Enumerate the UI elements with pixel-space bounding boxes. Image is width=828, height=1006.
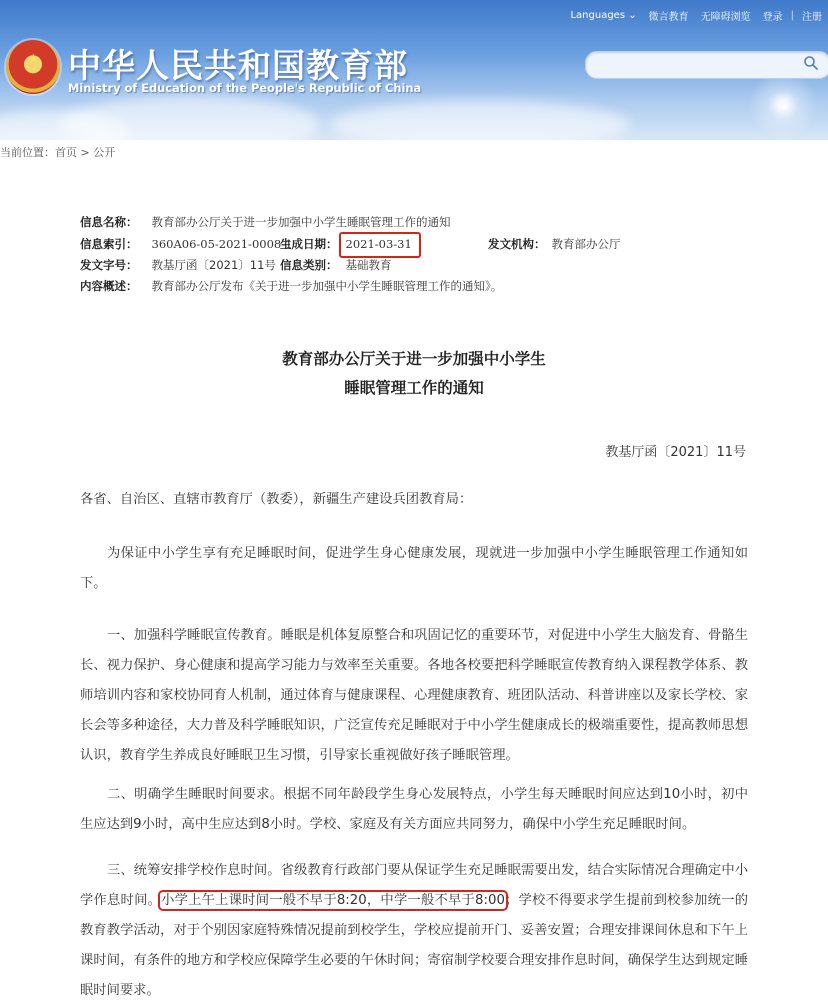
section-1-paragraph: 一、加强科学睡眠宣传教育。睡眠是机体复原整合和巩固记忆的重要环节，对促进中小学生大脑发育、骨骼生长、视力保护、身心健康和提高学习能力与效率至关重要。各地各校要把科学睡眠宣传教育纳入课程教学体系、教师培训内容和家校协同育人机制，通过体育与健康课程、心理健康教育、班团队活动、科普讲座以及家长学校、家长会等多种途径，大力普及科学睡眠知识，广泛宣传充足睡眠对于中小学生健康成长的极端重要性，提高教师思想认识，教育学生养成良好睡眠卫生习惯，引导家长重视做好孩子睡眠管理。 [80,628,748,763]
section-3-paragraph [80,856,748,1006]
dandelion-decoration-icon [748,70,818,140]
meta-value: 教基厅函〔2021〕11号 [151,258,276,272]
document-title-line1: 教育部办公厅关于进一步加强中小学生 [282,350,546,368]
meta-value: 教育部办公厅关于进一步加强中小学生睡眠管理工作的通知 [151,215,451,229]
meta-label: 生成日期： [280,237,338,251]
breadcrumb-current[interactable]: 公开 [93,146,116,159]
weiyan-link[interactable]: 微言教育 [648,11,689,23]
chevron-down-icon: ⌄ [628,9,637,21]
breadcrumb [0,144,115,160]
meta-label: 内容概述： [80,279,138,293]
meta-value: 360A06-05-2021-0008-1 [151,237,293,251]
accessibility-link[interactable]: 无障碍浏览 [700,11,751,23]
national-emblem-icon: ★ [6,40,60,94]
section-2-paragraph: 二、明确学生睡眠时间要求。根据不同年龄段学生身心发展特点，小学生每天睡眠时间应达到10小时，初中生应达到9小时，高中生应达到8小时。学校、家庭及有关方面应共同努力，确保中小学生充足睡眠时间。 [80,787,748,832]
meta-row-summary [80,278,502,294]
breadcrumb-home[interactable]: 首页 [55,146,77,159]
site-subtitle: Ministry of Education of the People's Republic of China [68,81,422,95]
section-3-text: ；学校不得要求学生提前到校参加统一的教育教学活动，对于个别因家庭特殊情况提前到校学生，学校应提前开门、妥善安置；合理安排课间休息和下午上课时间，有条件的地方和学校应保障学生必要的午休时间；寄宿制学校要合理安排作息时间，确保学生达到规定睡眠时间要求。 [80,893,749,998]
meta-value: 基础教育 [345,258,392,272]
school-start-time-highlight: 小学上午上课时间一般不早于8:20，中学一般不早于8:00 [161,893,505,908]
divider: | [790,9,794,21]
meta-row-category [280,257,392,273]
intro-paragraph: 为保证中小学生享有充足睡眠时间，促进学生身心健康发展，现就进一步加强中小学生睡眠管理工作通知如下。 [80,546,748,591]
meta-row-name [80,214,451,230]
meta-label: 信息名称： [80,215,138,229]
section-3-text: 三、统筹安排学校作息时间。省级教育行政部门要从保证学生充足睡眠需要出发，结合实际情况合理确定中小学作息时间。 [80,863,748,908]
recipients: 各省、自治区、直辖市教育厅（教委），新疆生产建设兵团教育局： [80,492,473,507]
meta-label: 发文字号： [80,258,138,272]
site-header [0,0,828,140]
breadcrumb-prefix: 当前位置： [0,146,55,159]
meta-row-org [488,236,621,252]
site-title: 中华人民共和国教育部 [68,46,408,85]
meta-value: 教育部办公厅 [551,237,621,251]
top-links-bar [564,6,828,24]
search-input[interactable] [585,51,828,79]
document-title-line2: 睡眠管理工作的通知 [344,379,484,397]
document-number: 教基厅函〔2021〕11号 [605,445,746,460]
meta-row-index [80,236,292,252]
languages-link[interactable]: Languages ⌄ [570,9,637,21]
breadcrumb-separator: > [80,146,90,159]
login-link[interactable]: 登录 [762,11,783,23]
search-icon[interactable] [803,55,819,71]
header-cloud [330,100,630,140]
meta-label: 信息类别： [280,258,338,272]
meta-label: 信息索引： [80,237,138,251]
meta-label: 发文机构： [488,237,546,251]
register-link[interactable]: 注册 [802,11,822,23]
date-highlight-box [339,232,421,258]
meta-value: 2021-03-31 [345,237,412,251]
meta-value: 教育部办公厅发布《关于进一步加强中小学生睡眠管理工作的通知》。 [151,279,503,293]
meta-row-docno [80,257,276,273]
